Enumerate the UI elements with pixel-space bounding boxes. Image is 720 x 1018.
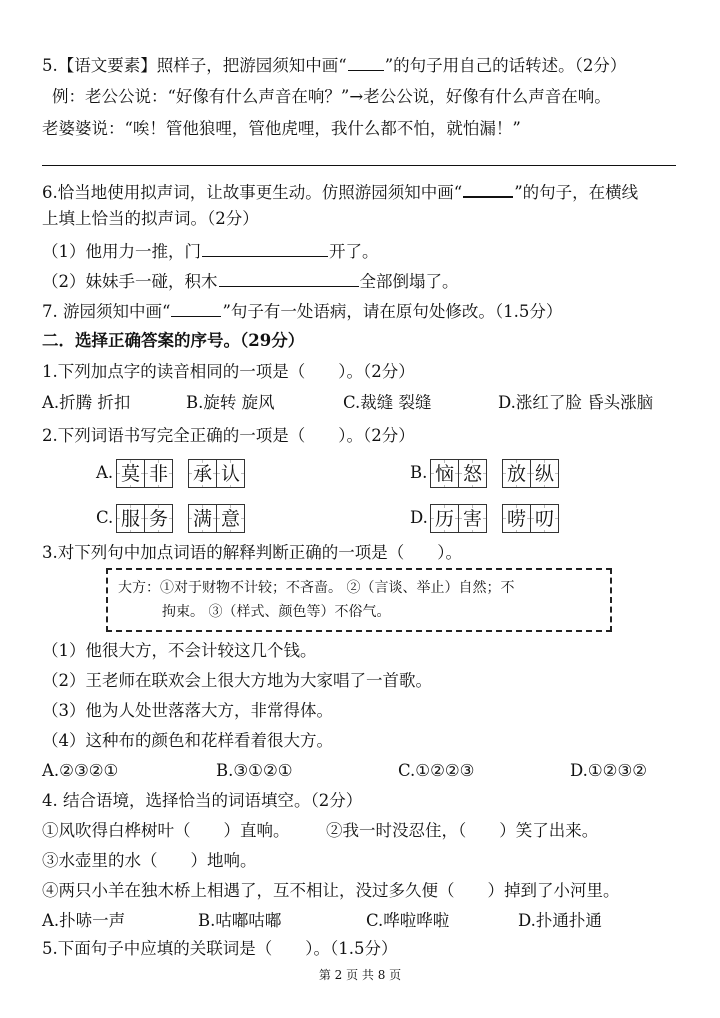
definition-line-2: 拘束。 ③（样式、颜色等）不俗气。: [162, 604, 391, 620]
c3-option-b[interactable]: B.③①②①: [216, 761, 293, 780]
c2-option-b-word1: [430, 459, 486, 488]
tian-grid-cell: 纵: [530, 459, 559, 488]
answer-line[interactable]: [42, 165, 676, 166]
c2-option-c-word2: [188, 504, 244, 533]
c3-sentence-2: （2）王老师在联欢会上很大方地为大家唱了一首歌。: [42, 671, 432, 690]
tian-grid-cell: 恼: [430, 459, 459, 488]
c1-option-d[interactable]: D.涨红了脸 昏头涨脑: [498, 393, 654, 412]
q5-quote: 老婆婆说：“唉！管他狼哩，管他虎哩，我什么都不怕，就怕漏！”: [42, 119, 521, 138]
c1-stem: 1.下列加点字的读音相同的一项是（ ）。（2分）: [42, 362, 415, 381]
c3-option-d[interactable]: D.①②③②: [570, 761, 648, 780]
c2-option-a-word1: [116, 459, 172, 488]
c4-option-a[interactable]: A.扑哧一声: [42, 911, 126, 930]
c2-option-d-word2: [502, 504, 558, 533]
c5-stem: 5.下面句子中应填的关联词是（ ）。（1.5分）: [42, 939, 398, 958]
c3-sentence-3: （3）他为人处世落落大方，非常得体。: [42, 701, 333, 720]
c4-sentence-1: ①风吹得白桦树叶（ ）直响。: [42, 821, 290, 840]
c2-stem: 2.下列词语书写完全正确的一项是（ ）。（2分）: [42, 426, 415, 445]
c4-sentence-2: ②我一时没忍住，（ ）笑了出来。: [326, 821, 599, 840]
q6-sentence-1: （1）他用力一推，门 开了。: [42, 242, 379, 261]
underline-mark: [463, 180, 513, 198]
c4-stem: 4. 结合语境，选择恰当的词语填空。（2分）: [42, 791, 363, 810]
q7-prompt: 7. 游园须知中画“ ”句子有一处语病，请在原句处修改。（1.5分）: [42, 302, 563, 321]
c4-option-d[interactable]: D.扑通扑通: [518, 911, 602, 930]
tian-grid-cell: 历: [430, 504, 459, 533]
c4-sentence-3: ③水壶里的水（ ）地响。: [42, 851, 257, 870]
tian-grid-cell: 唠: [502, 504, 531, 533]
definition-line-1: 大方：①对于财物不计较；不吝啬。 ②（言谈、举止）自然；不: [118, 580, 515, 596]
section-heading: 二．选择正确答案的序号。（29分）: [42, 331, 305, 350]
tian-grid-cell: 害: [458, 504, 487, 533]
c2-option-d-word1: [430, 504, 486, 533]
tian-grid-cell: 莫: [116, 459, 145, 488]
c2-option-c-word1: [116, 504, 172, 533]
tian-grid-cell: 满: [188, 504, 217, 533]
c3-option-c[interactable]: C.①②②③: [398, 761, 475, 780]
tian-grid-cell: 放: [502, 459, 531, 488]
underline-mark: [348, 54, 384, 71]
c4-sentence-4: ④两只小羊在独木桥上相遇了，互不相让，没过多久便（ ）掉到了小河里。: [42, 881, 620, 900]
tian-grid-cell: 非: [144, 459, 173, 488]
q5-prompt: 5.【语文要素】照样子，把游园须知中画“ ”的句子用自己的话转述。（2分）: [42, 56, 627, 75]
q6-prompt: 6.恰当地使用拟声词，让故事更生动。仿照游园须知中画“ ”的句子，在横线: [42, 180, 638, 204]
c2-option-a-letter[interactable]: A.: [96, 463, 114, 482]
c2-option-a-word2: [188, 459, 244, 488]
tian-grid-cell: 叨: [530, 504, 559, 533]
c4-option-c[interactable]: C.哗啦哗啦: [366, 911, 450, 930]
c3-option-a[interactable]: A.②③②①: [42, 761, 119, 780]
c2-option-c-letter[interactable]: C.: [96, 508, 114, 527]
c3-sentence-4: （4）这种布的颜色和花样看着很大方。: [42, 731, 333, 750]
q6-sentence-2: （2）妹妹手一碰，积木 全部倒塌了。: [42, 272, 459, 291]
tian-grid-cell: 怒: [458, 459, 487, 488]
fill-blank[interactable]: [202, 240, 328, 257]
c1-option-b[interactable]: B.旋转 旋风: [186, 393, 275, 412]
c2-option-d-letter[interactable]: D.: [410, 508, 428, 527]
tian-grid-cell: 服: [116, 504, 145, 533]
c1-option-c[interactable]: C.裁缝 裂缝: [343, 393, 432, 412]
underline-mark: [171, 300, 221, 317]
fill-blank[interactable]: [219, 270, 359, 287]
c3-stem: 3.对下列句中加点词语的解释判断正确的一项是（ ）。: [42, 543, 462, 562]
c2-option-b-letter[interactable]: B.: [410, 463, 428, 482]
tian-grid-cell: 承: [188, 459, 217, 488]
q6-prompt-cont: 上填上恰当的拟声词。（2分）: [42, 209, 259, 228]
tian-grid-cell: 务: [144, 504, 173, 533]
tian-grid-cell: 意: [216, 504, 245, 533]
page-number: 第 2 页 共 8 页: [318, 968, 402, 982]
q5-example: 例：老公公说：“好像有什么声音在响？”→老公公说，好像有什么声音在响。: [52, 87, 611, 106]
c4-option-b[interactable]: B.咕嘟咕嘟: [198, 911, 282, 930]
c3-sentence-1: （1）他很大方，不会计较这几个钱。: [42, 641, 317, 660]
tian-grid-cell: 认: [216, 459, 245, 488]
c2-option-b-word2: [502, 459, 558, 488]
c1-option-a[interactable]: A.折腾 折扣: [42, 393, 131, 412]
